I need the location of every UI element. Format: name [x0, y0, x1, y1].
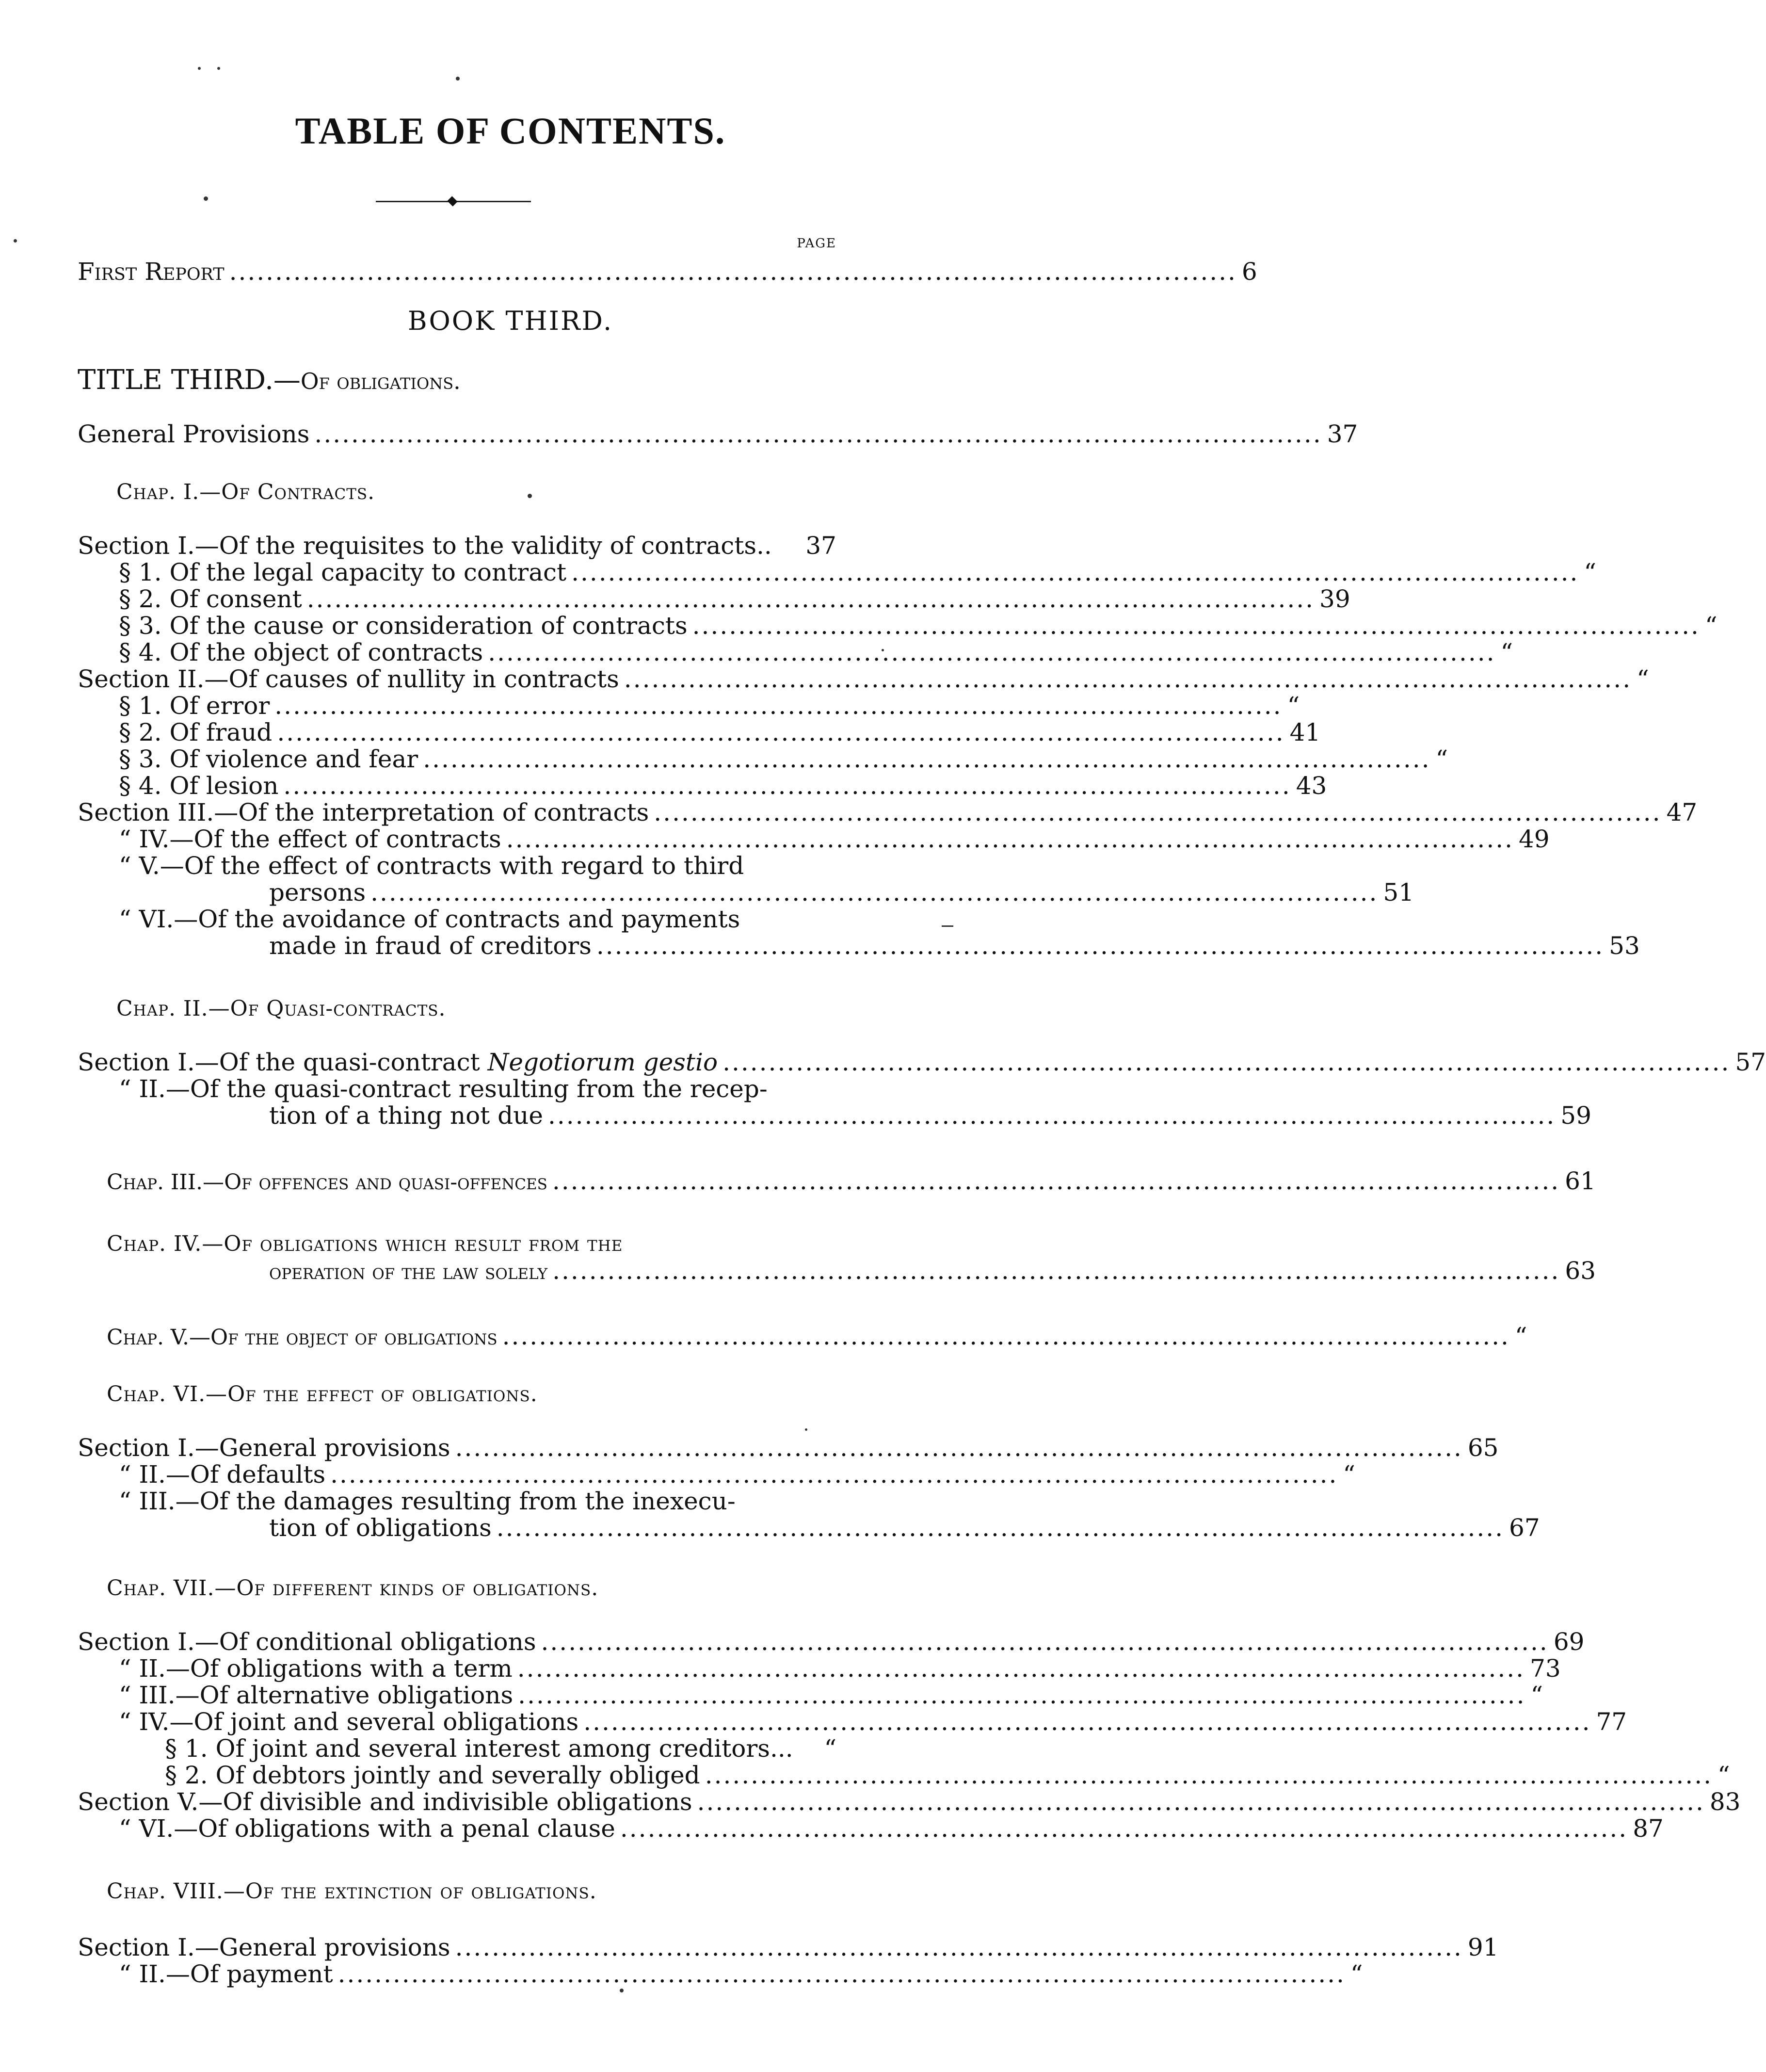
book-heading: BOOK THIRD.	[407, 306, 613, 336]
speck	[942, 925, 953, 927]
entry-text: § 1. Of the legal capacity to contract	[119, 558, 567, 586]
heading-rest: Of obligations.	[300, 368, 461, 394]
entry-text: “ II.—Of defaults	[119, 1460, 326, 1489]
entry-text: General Provisions	[78, 420, 310, 448]
dot-leader: ..............................................................................................................	[705, 1761, 1713, 1789]
chapter-prefix: Chap. V.—	[107, 1325, 210, 1350]
dot-leader: ..............................................................................................................	[722, 1048, 1731, 1076]
entry-text: Section I.—Of conditional obligations	[78, 1628, 536, 1656]
entry-page: “	[1717, 1761, 1730, 1789]
entry-page: “	[1704, 612, 1718, 640]
toc-entry	[78, 1433, 1499, 1462]
entry-page: 83	[1709, 1788, 1741, 1816]
entry-text: Section V.—Of divisible and indivisible obligations	[78, 1788, 692, 1816]
dot-leader: ..............................................................................................................	[455, 1434, 1463, 1462]
entry-page: 37	[805, 532, 836, 560]
speck	[14, 239, 17, 243]
chapter-heading	[107, 1574, 598, 1603]
entry-page: “	[1500, 638, 1513, 666]
dot-leader: ..............................................................................................................	[277, 718, 1285, 746]
entry-page: “	[1435, 745, 1448, 773]
entry-page: 61	[1565, 1167, 1596, 1195]
entry-page: 63	[1565, 1257, 1596, 1285]
chapter-title: Of different kinds of obligations.	[236, 1576, 599, 1601]
dot-leader: ..............................................................................................................	[571, 558, 1579, 586]
toc-entry	[119, 771, 1327, 800]
chapter-heading	[107, 1230, 623, 1259]
page-column-label: PAGE	[797, 236, 836, 251]
toc-entry	[269, 931, 1640, 960]
entry-page: “	[1350, 1960, 1363, 1988]
entry-text: § 1. Of error	[119, 692, 270, 720]
toc-entry	[78, 1787, 1741, 1816]
title-third-heading	[78, 365, 461, 397]
entry-page: 43	[1296, 772, 1327, 800]
entry-text: “ III.—Of the damages resulting from the inexecu-	[119, 1487, 736, 1515]
entry-text-continued: persons	[269, 878, 366, 906]
speck	[528, 494, 532, 498]
dot-leader: ..............................................................................................................	[583, 1708, 1591, 1736]
entry-text: § 3. Of the cause or consideration of contracts	[119, 612, 688, 640]
toc-entry	[119, 558, 1596, 587]
entry-text-continued: tion of a thing not due	[269, 1101, 543, 1130]
entry-text: First Report	[78, 258, 225, 286]
entry-text: § 3. Of violence and fear	[119, 745, 418, 773]
dot-leader: ..............................................................................................................	[502, 1322, 1510, 1350]
entry-page: 57	[1735, 1048, 1766, 1076]
entry-page: 41	[1289, 718, 1321, 746]
entry-text: Section I.—General provisions	[78, 1933, 450, 1961]
speck	[217, 67, 220, 70]
entry-text: Section I.—Of the requisites to the validity of contracts..	[78, 532, 772, 560]
entry-text: “ VI.—Of obligations with a penal clause	[119, 1814, 615, 1843]
toc-entry	[78, 531, 836, 560]
chapter-prefix: Chap. VI.—	[107, 1382, 228, 1407]
entry-text: Section I.—General provisions	[78, 1434, 450, 1462]
entry-text: “ V.—Of the effect of contracts with regard to third	[119, 852, 744, 880]
entry-page: 91	[1467, 1933, 1499, 1961]
toc-entry	[119, 1707, 1627, 1736]
entry-text: § 2. Of debtors jointly and severally obliged	[165, 1761, 700, 1789]
toc-entry-first-report	[78, 257, 1257, 286]
chapter-heading	[116, 478, 375, 507]
dot-leader: ..............................................................................................................	[517, 1654, 1525, 1683]
chapter-prefix: Chap. III.—	[107, 1170, 225, 1195]
toc-entry	[269, 1101, 1591, 1130]
dot-leader: ..............................................................................................................	[620, 1814, 1628, 1843]
dot-leader: ..............................................................................................................	[518, 1681, 1526, 1709]
title-ornament	[376, 196, 531, 206]
entry-page: 39	[1319, 585, 1350, 613]
toc-entry	[78, 1627, 1585, 1656]
chapter-prefix: Chap. II.—	[116, 996, 230, 1021]
toc-entry	[269, 1513, 1540, 1542]
entry-text: § 1. Of joint and several interest among creditors...	[165, 1734, 793, 1763]
dot-leader: ..............................................................................................................	[692, 612, 1700, 640]
entry-text: “ II.—Of payment	[119, 1960, 333, 1988]
dot-leader: ..............................................................................................................	[455, 1933, 1463, 1961]
chapter-prefix: Chap. VII.—	[107, 1576, 237, 1601]
toc-entry	[78, 1048, 1766, 1077]
entry-text: “ II.—Of the quasi-contract resulting from the recep-	[119, 1075, 768, 1103]
entry-text: “ IV.—Of the effect of contracts	[119, 825, 501, 853]
chapter-title: Of offences and quasi-offences	[224, 1170, 547, 1195]
entry-page: 47	[1666, 798, 1698, 826]
entry-text-continued: tion of obligations	[269, 1514, 492, 1542]
dot-leader: ..............................................................................................................	[283, 772, 1291, 800]
dot-leader: ..............................................................................................................	[552, 1257, 1560, 1285]
entry-page: “	[1530, 1681, 1543, 1709]
entry-page: 87	[1633, 1814, 1664, 1843]
chapter-heading	[116, 994, 446, 1023]
toc-entry	[78, 798, 1698, 827]
toc-entry-general-provisions	[78, 420, 1358, 449]
entry-text: Section I.—Of the quasi-contract	[78, 1048, 488, 1076]
chapter-heading	[107, 1380, 538, 1409]
toc-entry	[119, 1654, 1561, 1683]
dot-leader: ..............................................................................................................	[697, 1788, 1705, 1816]
dot-leader: ..............................................................................................................	[552, 1167, 1560, 1195]
chapter-prefix: Chap. VIII.—	[107, 1879, 245, 1904]
entry-text: Section III.—Of the interpretation of contracts	[78, 798, 649, 826]
entry-page: 77	[1596, 1708, 1627, 1736]
entry-page: 59	[1560, 1101, 1591, 1130]
toc-entry	[165, 1761, 1730, 1790]
entry-text: § 4. Of the object of contracts	[119, 638, 483, 666]
dot-leader: ..............................................................................................................	[488, 638, 1496, 666]
toc-entry	[78, 664, 1649, 694]
dot-leader: ..............................................................................................................	[423, 745, 1431, 773]
entry-page: “	[1343, 1460, 1355, 1489]
chapter-prefix: Chap. IV.—	[107, 1231, 224, 1256]
toc-entry	[119, 718, 1321, 747]
dot-leader: ..............................................................................................................	[229, 258, 1237, 286]
toc-entry	[269, 878, 1414, 907]
entry-page: 65	[1467, 1434, 1499, 1462]
entry-page: “	[1514, 1322, 1527, 1350]
dot-leader: ..............................................................................................................	[306, 585, 1315, 613]
entry-text: “ VI.—Of the avoidance of contracts and payments	[119, 905, 740, 933]
speck	[204, 196, 208, 201]
speck	[620, 1989, 624, 1992]
toc-entry	[78, 1933, 1499, 1962]
dot-leader: ..............................................................................................................	[541, 1628, 1549, 1656]
dot-leader: ..............................................................................................................	[547, 1101, 1556, 1130]
entry-page: 73	[1530, 1654, 1561, 1683]
entry-text: “ IV.—Of joint and several obligations	[119, 1708, 579, 1736]
speck	[805, 1428, 807, 1431]
chapter-title: Of obligations which result from the	[224, 1231, 623, 1256]
dot-leader: ..............................................................................................................	[274, 692, 1283, 720]
entry-page: 69	[1553, 1628, 1585, 1656]
chapter-title: Of Quasi-contracts.	[230, 996, 446, 1021]
toc-entry-chapter	[107, 1322, 1527, 1351]
toc-entry	[119, 825, 1550, 854]
toc-entry	[119, 1814, 1664, 1843]
speck	[198, 67, 201, 70]
entry-page: “	[1637, 665, 1649, 693]
speck	[456, 77, 460, 81]
toc-entry	[119, 1460, 1355, 1489]
chapter-title-continued: operation of the law solely	[269, 1260, 548, 1284]
chapter-title: Of the object of obligations	[210, 1325, 498, 1350]
chapter-heading	[107, 1877, 597, 1906]
toc-entry	[165, 1734, 836, 1763]
toc-entry-chapter	[107, 1166, 1596, 1196]
dot-leader: ..............................................................................................................	[314, 420, 1322, 448]
dot-leader: ..............................................................................................................	[496, 1514, 1505, 1542]
chapter-title: Of the extinction of obligations.	[245, 1879, 597, 1904]
entry-page: 49	[1519, 825, 1550, 853]
entry-text: § 4. Of lesion	[119, 772, 279, 800]
toc-entry	[119, 691, 1300, 720]
entry-page: 67	[1509, 1514, 1540, 1542]
entry-page: “	[1287, 692, 1300, 720]
dot-leader: ..............................................................................................................	[337, 1960, 1346, 1988]
dot-leader: ..............................................................................................................	[330, 1460, 1338, 1489]
entry-text: “ II.—Of obligations with a term	[119, 1654, 513, 1683]
dot-leader: ..............................................................................................................	[370, 878, 1379, 906]
chapter-title: Of the effect of obligations.	[227, 1382, 538, 1407]
dot-leader: ..............................................................................................................	[654, 798, 1662, 826]
toc-entry	[119, 611, 1718, 640]
dot-leader: ..............................................................................................................	[596, 932, 1605, 960]
toc-entry	[119, 745, 1448, 774]
entry-text: Section II.—Of causes of nullity in contracts	[78, 665, 619, 693]
chapter-title: Of Contracts.	[221, 480, 375, 504]
entry-text: § 2. Of fraud	[119, 718, 273, 746]
chapter-prefix: Chap. I.—	[116, 480, 222, 504]
entry-text: “ III.—Of alternative obligations	[119, 1681, 514, 1709]
entry-page: 53	[1609, 932, 1640, 960]
entry-text-continued: made in fraud of creditors	[269, 932, 592, 960]
toc-entry	[119, 638, 1513, 667]
toc-entry	[119, 584, 1350, 614]
heading-prefix: TITLE THIRD.—	[78, 364, 301, 396]
entry-italic-text: Negotiorum gestio	[487, 1048, 718, 1076]
dot-leader: ..............................................................................................................	[624, 665, 1632, 693]
toc-entry	[119, 1959, 1363, 1989]
entry-page: 6	[1241, 258, 1257, 286]
page-title: TABLE OF CONTENTS.	[295, 110, 726, 152]
entry-page: 37	[1327, 420, 1358, 448]
dot-leader: ..............................................................................................................	[506, 825, 1514, 853]
toc-entry	[119, 1681, 1543, 1710]
entry-page: 51	[1383, 878, 1414, 906]
entry-text: § 2. Of consent	[119, 585, 302, 613]
entry-page: “	[1584, 558, 1596, 586]
toc-entry-chapter	[269, 1256, 1596, 1285]
entry-page: “	[824, 1734, 836, 1763]
